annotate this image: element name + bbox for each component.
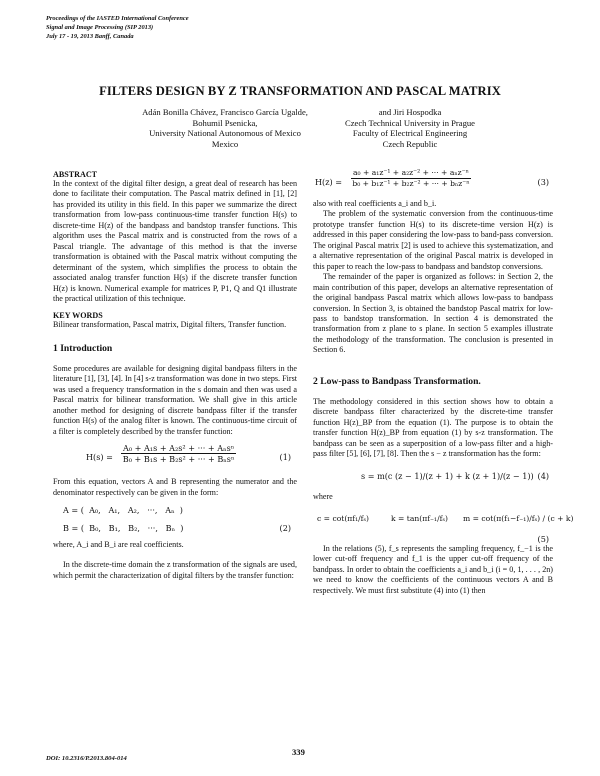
equation-5 [313, 506, 574, 544]
conference-track: Signal and Image Processing (SIP 2013) [46, 24, 154, 31]
section-2-heading: 2 Low-pass to Bandpass Transformation. [313, 375, 481, 387]
eq1-number: (1) [279, 452, 291, 463]
intro-paragraph-1: Some procedures are available for designing digital bandpass filters in the literature [1], [3], [4]. In [4] s-z transformation was done in two steps. First was used a frequency transformation in the s domain and then was used a Pascal matrix for bilinear transformation. We shall give in this article another method for designing of discrete bandpass filter if the transfer function H(s) of the analog filter is known. The continuous-time circuit of a filter is completely described by the transfer function: [53, 363, 297, 436]
eq5-c: c = cot(πf₁/fₛ) [317, 513, 370, 523]
author-name-2: Bohumil Psenicka, [192, 117, 258, 128]
affiliation-left: University National Autonomous of Mexico [149, 128, 301, 139]
section-1-heading: 1 Introduction [53, 342, 113, 354]
right-paragraph-6: In the relations (5), f_s represents the sampling frequency, f_−1 is the lower cut-off frequency and f_1 is the upper cut-off frequency of the bandpass. In order to obtain the coefficients a_i and b_i (i = 0, 1, . . . , 2n) we need to know the coefficients of the continuous vectors A and B respectively. We must first substitute (4) into (1) then [313, 543, 553, 595]
eq4-body: s = m(c (z − 1)/(z + 1) + k (z + 1)/(z − 1)) [361, 470, 534, 481]
conference-name: Proceedings of the IASTED International Conference [46, 15, 189, 22]
intro-paragraph-4: In the discrete-time domain the z transformation of the signals are used, which permit the characterization of digital filters by the transfer function: [53, 560, 297, 580]
author-name-3: and Jiri Hospodka [378, 107, 442, 117]
eq3-denominator: b₀ + b₁z⁻¹ + b₂z⁻² + ··· + bₙz⁻ⁿ [352, 179, 470, 188]
equation-4 [313, 462, 553, 492]
eq3-lhs: H(z) = [315, 177, 342, 187]
eq1-lhs: H(s) = [86, 452, 113, 463]
right-paragraph-1: also with real coefficients a_i and b_i. [313, 199, 437, 208]
eq3-number: (3) [537, 177, 549, 187]
left-column [53, 170, 297, 581]
abstract-text: In the context of the digital filter design, a great deal of research has been done to facilitate their computation. The Pascal matrix defined in [1], [2] has provided its utility in this field. In this paper we summarize the direct transformation from low-pass continuous-time transfer function H(s) to discrete-time H(z) of the bandpass and bandstop transfer functions. This algorithm uses the Pascal matrix and is constructed from the rows of a Pascal triangle. The advantage of this method is that the inverse transformation is obtained with the Pascal matrix without computing the determinant of the system, which simplifies the process to obtain the associated analog transfer function H(s) if the discrete transfer function H(z) is known. Numerical example for matrices P, P1, Q and Q1 illustrate the practical utilization of this technique. [53, 179, 297, 303]
right-paragraph-5: where [313, 491, 333, 501]
eq3-fraction [351, 168, 471, 189]
right-paragraph-3: The remainder of the paper is organized as follows: in Section 2, the main contribution of this paper, develops an alternative representation of the original bandpass Pascal matrix which allows low-pass to bandpass conversion. In Section 3, is obtained the bandstop Pascal matrix for low-pass to bandstop transformation. In section 4 is demonstrated the transformation from z plane to s plane. In section 5 examples illustrate the methodology of the transformation. The conclusion is presented in Section 6. [313, 272, 553, 355]
right-paragraph-2: The problem of the systematic conversion from the continuous-time prototype transfer function H(s) to its discrete-time version H(z) is addressed in this paper considering the low-pass to band-pass conversion. The original Pascal matrix [2] is used to achieve this systematization, and a alternative representation of the original Pascal matrix is developed in this paper to reach the low-pass to bandpass and bandstop conversions. [313, 209, 553, 271]
country-left: Mexico [211, 138, 239, 149]
authors-right [318, 107, 502, 149]
right-column [313, 165, 574, 596]
faculty-right: Faculty of Electrical Engineering [352, 128, 468, 139]
country-right: Czech Republic [382, 138, 438, 149]
eq1-fraction [121, 443, 236, 464]
paper-title: FILTERS DESIGN BY Z TRANSFORMATION AND PASCAL MATRIX [99, 84, 501, 98]
eq1-numerator: A₀ + A₁s + A₂s² + ··· + Aₙsⁿ [123, 443, 235, 454]
equation-2 [53, 502, 297, 540]
abstract-heading: ABSTRACT [53, 170, 98, 179]
intro-paragraph-2: From this equation, vectors A and B representing the numerator and the denominator respectively can be given in the form: [53, 477, 297, 497]
author-names: Adán Bonilla Chávez, Francisco García Ugalde, [142, 107, 308, 117]
keywords-heading: KEY WORDS [53, 311, 103, 321]
eq5-k: k = tan(πf₋₁/fₛ) [391, 513, 448, 523]
eq2-number: (2) [279, 522, 291, 533]
eq4-number: (4) [537, 470, 549, 481]
equation-3 [313, 165, 553, 199]
eq2-vector-b: B = ( B₀, B₁, B₂, ···, Bₙ ) [63, 522, 184, 533]
equation-1 [53, 441, 297, 477]
conference-date: July 17 - 19, 2013 Banff, Canada [46, 33, 134, 40]
keywords-text: Bilinear transformation, Pascal matrix, Digital filters, Transfer function. [53, 320, 287, 330]
doi: DOI: 10.2316/P.2013.804-014 [46, 755, 127, 762]
authors-left [110, 107, 340, 149]
intro-paragraph-3: where, A_i and B_i are real coefficients. [53, 539, 184, 549]
eq3-numerator: a₀ + a₁z⁻¹ + a₂z⁻² + ··· + aₙz⁻ⁿ [353, 168, 469, 177]
eq2-vector-a: A = ( A₀, A₁, A₂, ···, Aₙ ) [63, 504, 183, 515]
eq5-m: m = cot(π(f₁−f₋₁)/fₛ) / (c + k) [463, 513, 574, 523]
page-number: 339 [292, 747, 305, 757]
affiliation-right: Czech Technical University in Prague [344, 117, 475, 128]
right-paragraph-4: The methodology considered in this section shows how to obtain a discrete bandpass filter characterized by the discrete-time transfer function H(z)_BP from the equation (1). The purpose is to obtain the transfer function H(z)_BP from equation (1) by s-z transformation. The bandpass can be seen as a superposition of a low-pass filter and a high-pass filter [5], [6], [7], [8]. Then the s − z transformation has the form: [313, 396, 553, 459]
eq1-denominator: B₀ + B₁s + B₂s² + ··· + Bₙsⁿ [122, 454, 235, 465]
eq5-number: (5) [537, 533, 549, 544]
